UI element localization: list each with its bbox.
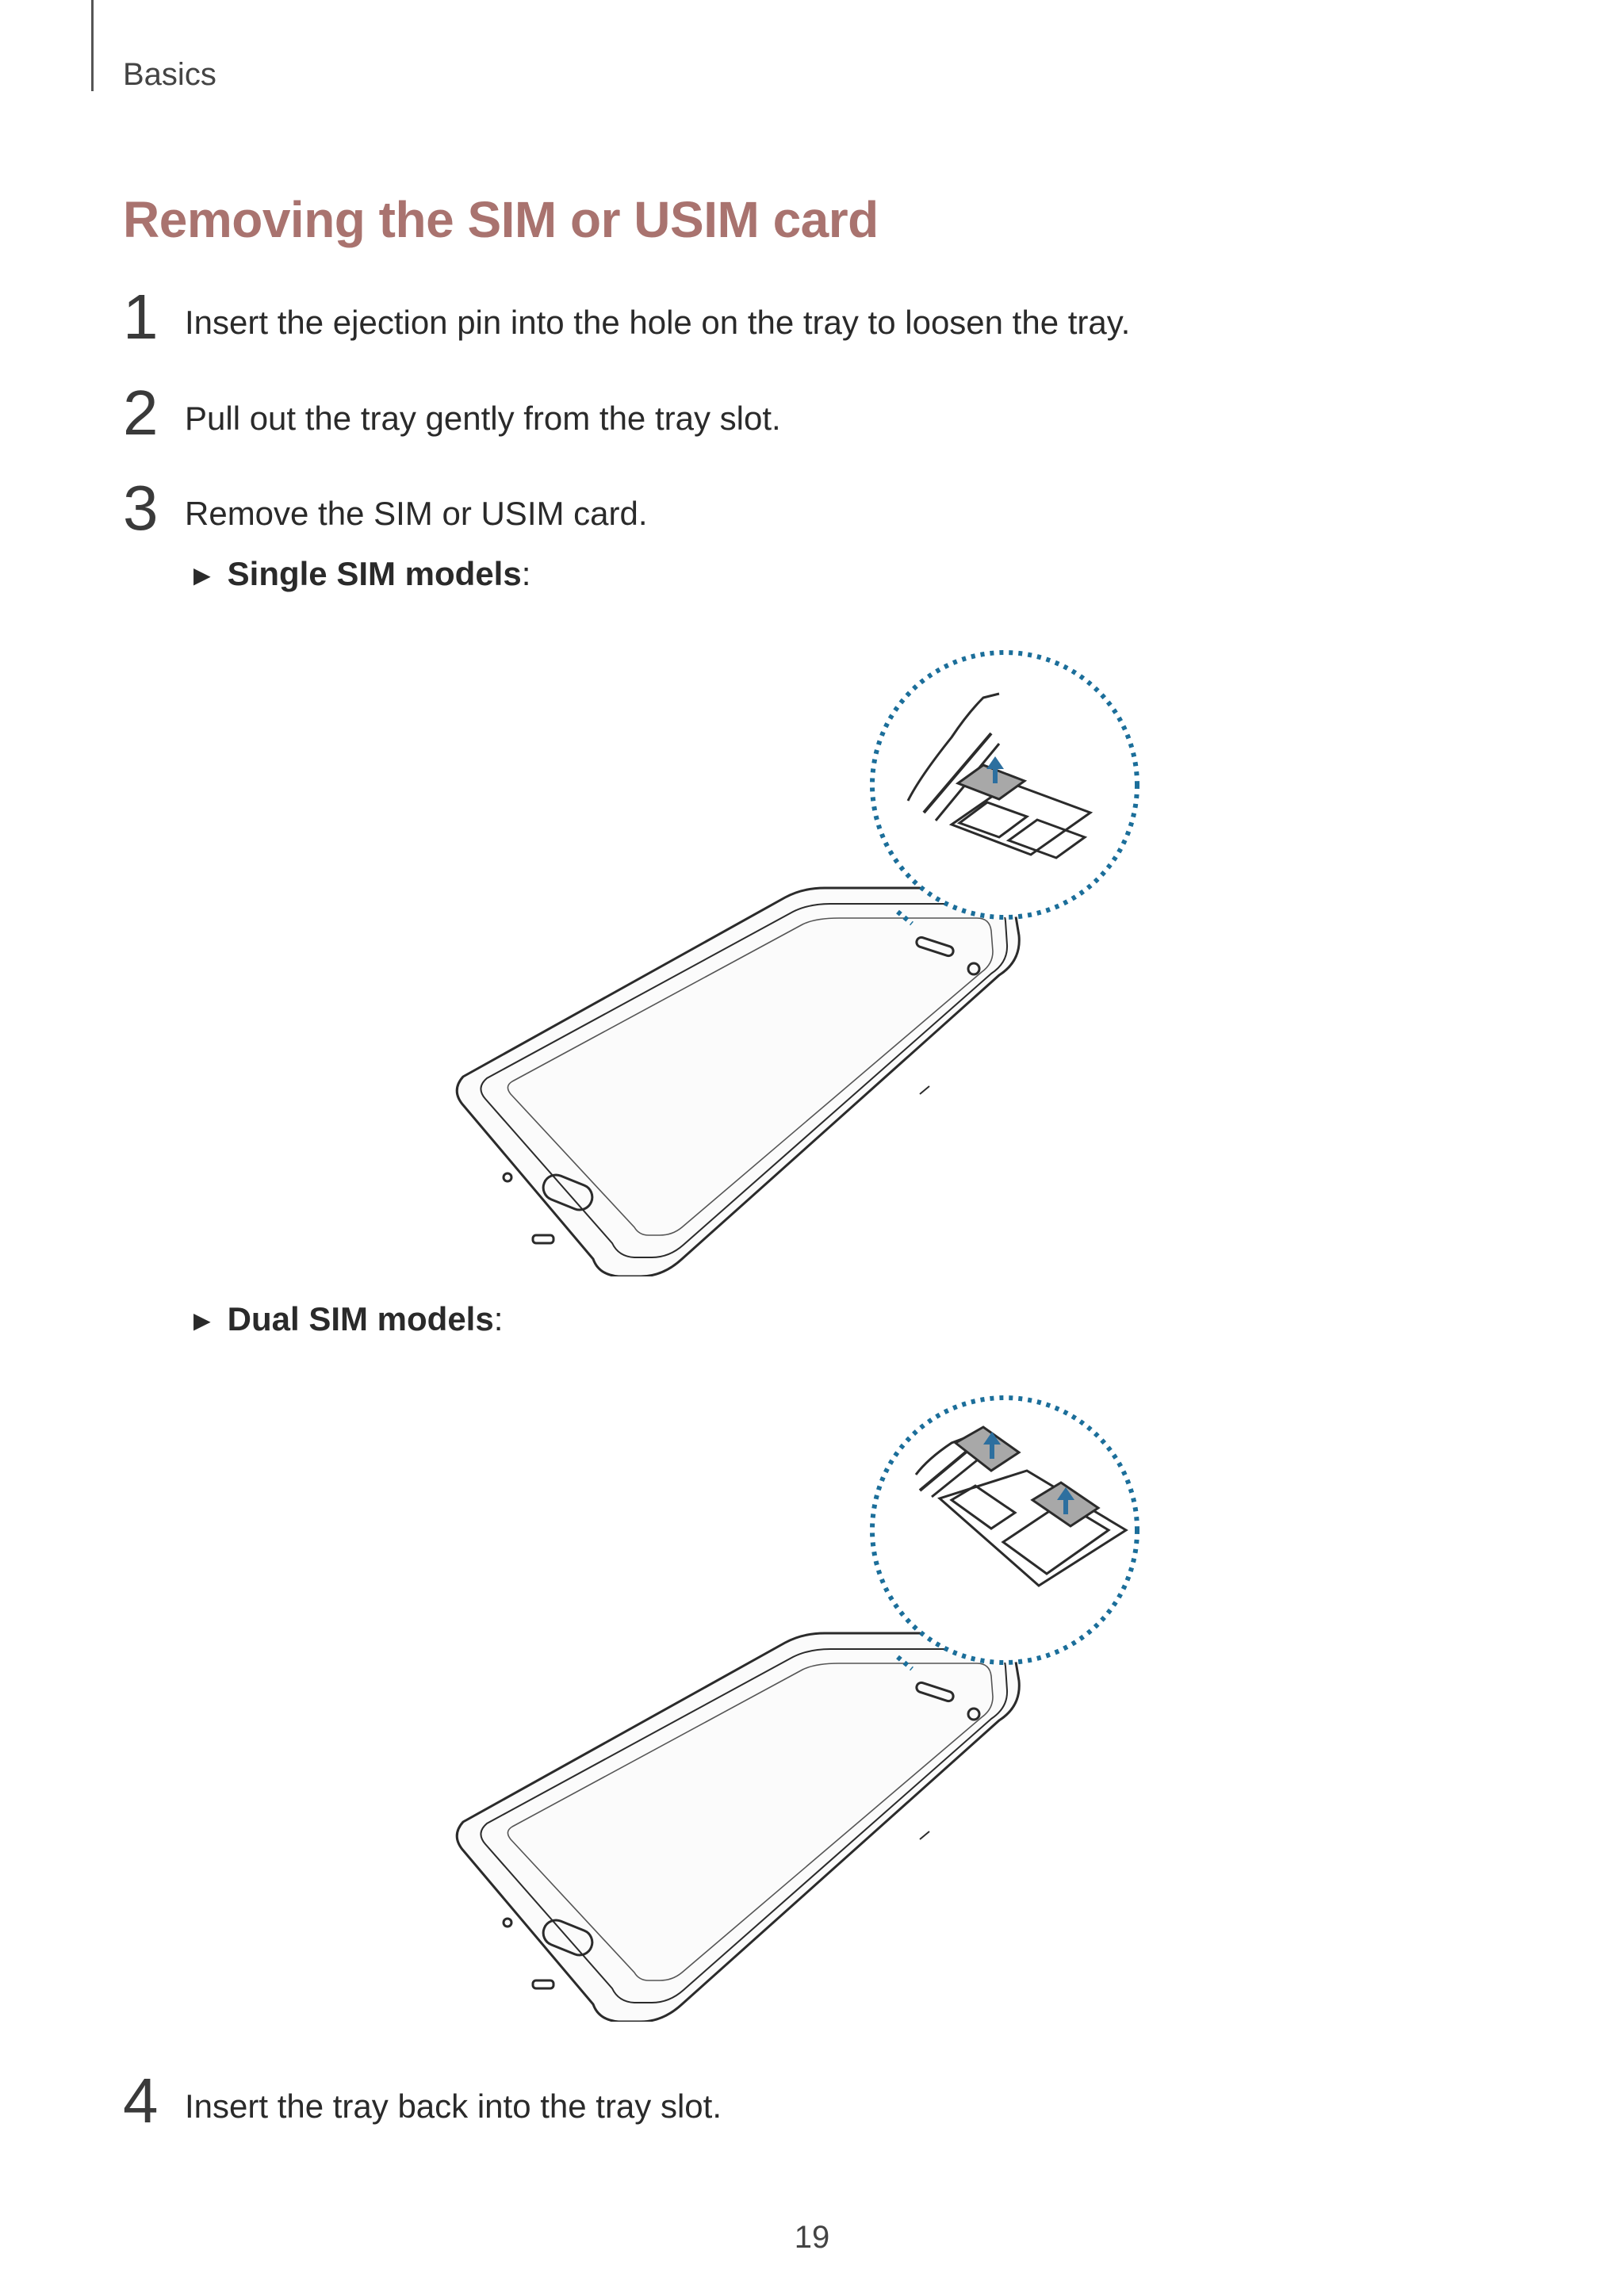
model-suffix: :	[521, 555, 531, 592]
magnified-tray-callout	[872, 1398, 1137, 1669]
magnified-tray-callout	[872, 652, 1137, 924]
dual-sim-heading	[188, 1300, 503, 1338]
section-label: Basics	[123, 57, 216, 92]
phone-illustration	[457, 1633, 1019, 2022]
single-sim-illustration	[444, 650, 1158, 1276]
single-sim-heading	[188, 555, 530, 593]
step-number: 2	[123, 377, 159, 448]
dual-sim-illustration	[444, 1395, 1158, 2022]
step-number: 1	[123, 281, 159, 352]
step-text: Remove the SIM or USIM card.	[185, 495, 648, 532]
page-number: 19	[794, 2220, 830, 2255]
triangle-right-icon: ►	[188, 1304, 216, 1337]
page-title: Removing the SIM or USIM card	[123, 191, 879, 248]
model-label: Single SIM models	[227, 555, 522, 592]
triangle-right-icon: ►	[188, 559, 216, 591]
model-label: Dual SIM models	[227, 1300, 494, 1337]
step-number: 3	[123, 473, 159, 543]
header-rule	[91, 0, 94, 91]
phone-illustration	[457, 888, 1019, 1276]
model-suffix: :	[493, 1300, 504, 1337]
step-text: Insert the ejection pin into the hole on the tray to loosen the tray.	[185, 304, 1131, 341]
step-text: Pull out the tray gently from the tray slot.	[185, 400, 781, 437]
step-text: Insert the tray back into the tray slot.	[185, 2087, 722, 2125]
step-number: 4	[123, 2065, 159, 2136]
